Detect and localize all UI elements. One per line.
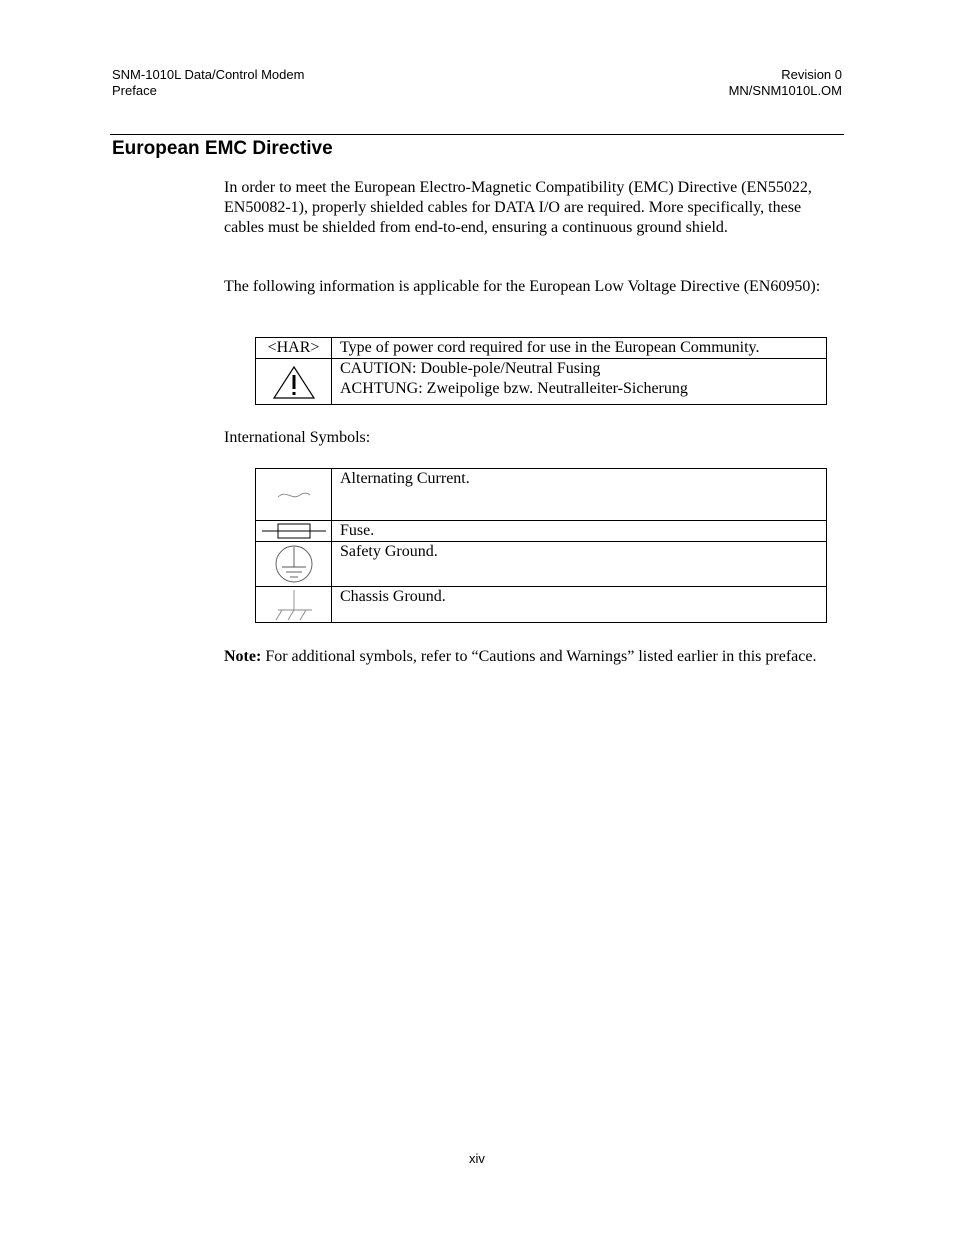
intl-symbols-label: International Symbols: xyxy=(224,429,371,446)
symbol-label: Safety Ground. xyxy=(332,542,827,587)
section-name: Preface xyxy=(112,83,157,98)
revision: Revision 0 xyxy=(781,67,842,82)
caution-text: CAUTION: Double-pole/Neutral Fusing xyxy=(340,360,601,377)
symbol-label: Chassis Ground. xyxy=(332,587,827,623)
table-row xyxy=(256,338,827,359)
table-row xyxy=(256,469,827,521)
symbol-label: Fuse. xyxy=(332,521,827,542)
doc-title: SNM-1010L Data/Control Modem xyxy=(112,67,305,82)
running-header-left xyxy=(112,67,304,99)
har-description: Type of power cord required for use in the European Community. xyxy=(332,338,827,359)
note-paragraph xyxy=(224,647,824,667)
fuse-icon xyxy=(262,522,326,540)
alternating-current-icon xyxy=(274,485,314,505)
doc-number: MN/SNM1010L.OM xyxy=(728,83,842,98)
achtung-text: ACHTUNG: Zweipolige bzw. Neutralleiter-Sicherung xyxy=(340,380,688,397)
har-symbol: <HAR> xyxy=(256,338,332,359)
symbols-table xyxy=(255,468,827,623)
lvd-table xyxy=(255,337,827,405)
section-heading: European EMC Directive xyxy=(112,138,333,159)
emc-paragraph: In order to meet the European Electro-Magnetic Compatibility (EMC) Directive (EN55022, EN50082-1), properly shielded cables for DATA I/O are required. More specifically, these cables must be shielded from end-to-end, ensuring a continuous ground shield. xyxy=(224,179,812,236)
lvd-paragraph: The following information is applicable for the European Low Voltage Directive (EN60950): xyxy=(224,278,821,295)
table-row xyxy=(256,542,827,587)
note-label: Note: xyxy=(224,648,262,665)
running-header-right xyxy=(729,67,842,99)
warning-triangle-icon xyxy=(271,364,317,400)
header-rule xyxy=(110,134,844,135)
page-number: xiv xyxy=(469,1151,485,1166)
table-row xyxy=(256,587,827,623)
chassis-ground-icon xyxy=(272,588,316,622)
safety-ground-icon xyxy=(273,543,315,585)
symbol-label: Alternating Current. xyxy=(332,469,827,521)
table-row xyxy=(256,359,827,405)
table-row xyxy=(256,521,827,542)
note-text: For additional symbols, refer to “Cautions and Warnings” listed earlier in this preface. xyxy=(261,648,817,665)
